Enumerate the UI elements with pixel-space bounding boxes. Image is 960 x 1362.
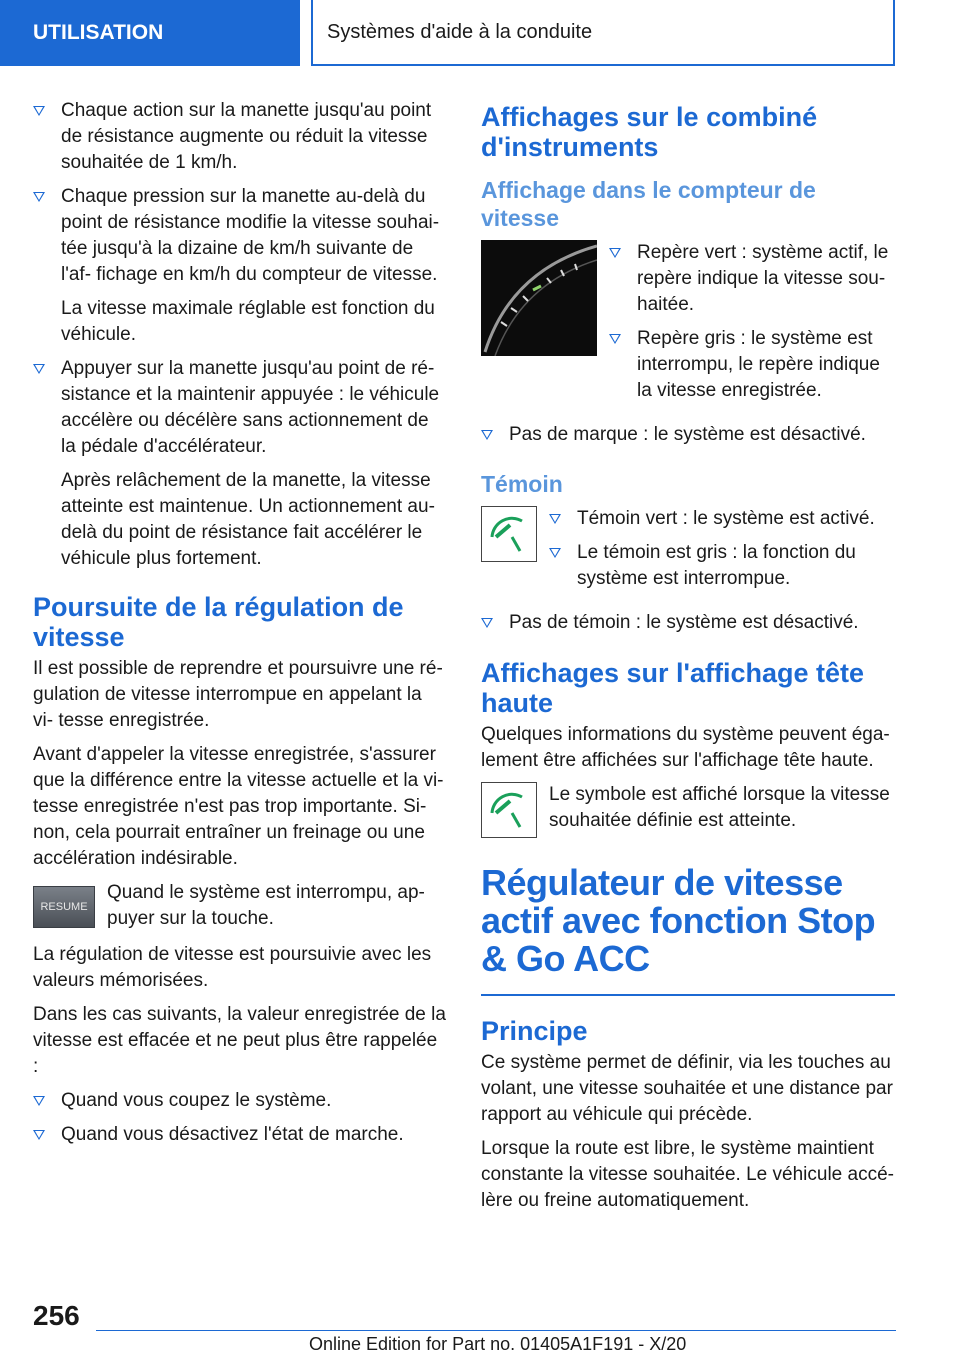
page-number: 256 <box>33 1300 80 1331</box>
edition-note: Online Edition for Part no. 01405A1F191 - X/20 <box>309 1334 687 1354</box>
heading-poursuite: Poursuite de la régulation de vitesse <box>33 592 404 652</box>
heading-affichages: Affichages sur le combiné d'instruments <box>481 102 818 162</box>
heading-temoin: Témoin <box>481 471 563 497</box>
paragraph: Ce système permet de définir, via les touches au volant, une vitesse souhaitée et une distance par rapport au véhicule qui précède. <box>481 1052 893 1125</box>
resume-button-icon: RESUME <box>33 886 95 928</box>
paragraph: Avant d'appeler la vitesse enregistrée, s'assurer que la différence entre la vitesse actuelle et la vi- tesse enregistrée n'est pas trop importante. Si- non, cela pourrait entraîner un freinage ou une accélération indésirable. <box>33 744 444 869</box>
chapter-title: Systèmes d'aide à la conduite <box>327 20 593 43</box>
list-item: Quand vous coupez le système. <box>33 1088 447 1114</box>
triangle-bullet-icon <box>33 1130 45 1140</box>
triangle-bullet-icon <box>549 514 561 524</box>
paragraph: Il est possible de reprendre et poursuivre une ré- gulation de vitesse interrompue en appelant la vi- tesse enregistrée. <box>33 658 443 731</box>
triangle-bullet-icon <box>549 548 561 558</box>
triangle-bullet-icon <box>609 334 621 344</box>
list-item: Chaque pression sur la manette au-delà du point de résistance modifie la vitesse souhai- tée jusqu'à la dizaine de km/h suivante de l'af- fichage en km/h du compteur de vitesse. <box>33 184 447 288</box>
paragraph: Dans les cas suivants, la valeur enregistrée de la vitesse est effacée et ne peut plus être rappelée : <box>33 1004 446 1077</box>
heading-principe: Principe <box>481 1016 588 1046</box>
triangle-bullet-icon <box>33 1096 45 1106</box>
note: La vitesse maximale réglable est fonction du véhicule. <box>61 298 435 345</box>
footer-divider <box>96 1330 896 1331</box>
resume-text: Quand le système est interrompu, ap- puyer sur la touche. <box>107 882 425 929</box>
paragraph: Lorsque la route est libre, le système maintient constante la vitesse souhaitée. Le véhicule accé- lère ou freine automatiquement. <box>481 1138 894 1211</box>
hud-row <box>481 782 895 838</box>
list-item: Pas de marque : le système est désactivé. <box>481 422 895 448</box>
list-item: Repère vert : système actif, le repère indique la vitesse sou- haitée. <box>609 240 895 318</box>
hud-speed-icon <box>481 782 537 838</box>
heading-hud: Affichages sur l'affichage tête haute <box>481 658 865 718</box>
list-item: Chaque action sur la manette jusqu'au point de résistance augmente ou réduit la vitesse souhaitée de 1 km/h. <box>33 98 447 176</box>
triangle-bullet-icon <box>481 618 493 628</box>
temoin-row <box>481 506 895 600</box>
resume-row <box>33 880 447 932</box>
speedometer-row <box>481 240 895 412</box>
paragraph: Quelques informations du système peuvent éga- lement être affichées sur l'affichage tête haute. <box>481 724 890 771</box>
triangle-bullet-icon <box>33 192 45 202</box>
note: Après relâchement de la manette, la vitesse atteinte est maintenue. Un actionnement au- delà du point de résistance fait accélérer le véhicule plus fortement. <box>61 470 435 569</box>
heading-acc: Régulateur de vitesse actif avec fonction Stop & Go ACC <box>481 862 876 979</box>
speed-indicator-icon <box>481 506 537 562</box>
triangle-bullet-icon <box>481 430 493 440</box>
list-item: Quand vous désactivez l'état de marche. <box>33 1122 447 1148</box>
heading-compteur: Affichage dans le compteur de vitesse <box>481 177 816 231</box>
list-item: Le témoin est gris : la fonction du système est interrompue. <box>549 540 895 592</box>
section-tab <box>0 0 300 66</box>
right-column <box>481 98 895 1222</box>
list-item: Pas de témoin : le système est désactivé. <box>481 610 895 636</box>
list-item: Repère gris : le système est interrompu, le repère indique la vitesse enregistrée. <box>609 326 895 404</box>
speedometer-image <box>481 240 597 356</box>
triangle-bullet-icon <box>33 364 45 374</box>
triangle-bullet-icon <box>609 248 621 258</box>
list-item: Témoin vert : le système est activé. <box>549 506 895 532</box>
left-column <box>33 98 447 1156</box>
divider <box>481 994 895 996</box>
list-item: Appuyer sur la manette jusqu'au point de ré- sistance et la maintenir appuyée : le véhicule accélère ou décélère sans actionnement de la pédale d'accélérateur. <box>33 356 447 460</box>
section-title: UTILISATION <box>33 21 164 44</box>
chapter-tab <box>311 0 895 66</box>
hud-symbol-text: Le symbole est affiché lorsque la vitesse souhaitée définie est atteinte. <box>549 784 890 831</box>
paragraph: La régulation de vitesse est poursuivie avec les valeurs mémorisées. <box>33 944 432 991</box>
triangle-bullet-icon <box>33 106 45 116</box>
